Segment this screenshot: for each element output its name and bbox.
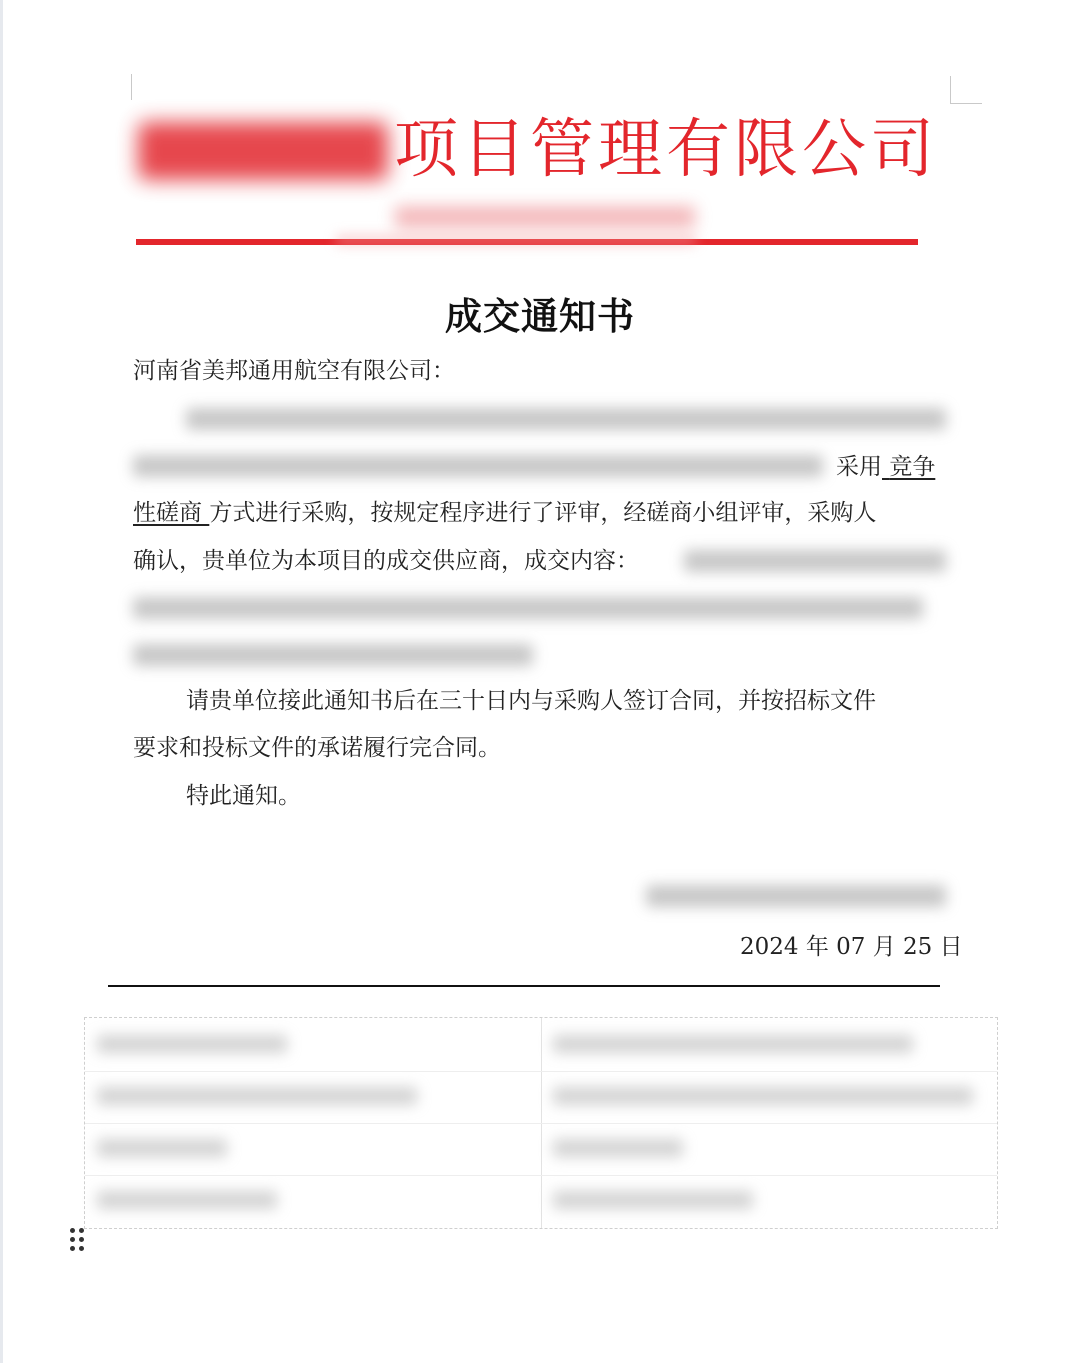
- redacted-cell: [553, 1087, 973, 1105]
- redacted-text: [133, 644, 533, 666]
- footer-info-table: [84, 1017, 998, 1229]
- redacted-company-name: [138, 122, 388, 180]
- document-date: 2024 年 07 月 25 日: [740, 934, 963, 960]
- body-line-3: [133, 498, 876, 528]
- page-edge: [0, 0, 3, 1363]
- body-paragraph-2-line-1: 请贵单位接此通知书后在三十日内与采购人签订合同，并按招标文件: [186, 688, 876, 714]
- redacted-cell: [553, 1035, 913, 1053]
- body-line-4: 确认，贵单位为本项目的成交供应商，成交内容：: [133, 548, 639, 574]
- table-row-divider: [85, 1175, 997, 1176]
- closing-text: 特此通知。: [186, 783, 301, 809]
- table-row-divider: [85, 1071, 997, 1072]
- method-line: [836, 452, 935, 482]
- redacted-text: [186, 408, 946, 430]
- body-line-3-text: 方式进行采购，按规定程序进行了评审，经磋商小组评审，采购人: [209, 500, 877, 526]
- redacted-cell: [97, 1139, 227, 1157]
- table-row-divider: [85, 1123, 997, 1124]
- redacted-text: [133, 597, 923, 619]
- redacted-cell: [553, 1191, 753, 1209]
- redacted-text: [133, 455, 823, 477]
- redacted-letterhead-subline: [395, 206, 695, 228]
- redacted-cell: [97, 1035, 287, 1053]
- method-value-part1: 竞争: [889, 454, 936, 480]
- addressee: 河南省美邦通用航空有限公司：: [133, 358, 455, 384]
- closing-rule: [108, 985, 940, 987]
- method-prefix: 采用: [836, 454, 882, 480]
- redacted-signature: [646, 885, 946, 907]
- redacted-cell: [553, 1139, 683, 1157]
- redacted-cell: [97, 1087, 417, 1105]
- drag-handle-icon[interactable]: [68, 1226, 88, 1258]
- letterhead-red-rule: [136, 239, 918, 245]
- redacted-text: [684, 550, 946, 572]
- letterhead-company-suffix: 项目管理有限公司: [394, 113, 938, 187]
- document-title: 成交通知书: [445, 295, 635, 338]
- crop-mark-top-right: [950, 76, 982, 104]
- method-value-part2: 性磋商: [133, 500, 202, 526]
- letterhead: [130, 106, 938, 196]
- redacted-cell: [97, 1191, 277, 1209]
- body-paragraph-2-line-2: 要求和投标文件的承诺履行完合同。: [133, 735, 501, 761]
- crop-mark-top-left: [131, 74, 132, 100]
